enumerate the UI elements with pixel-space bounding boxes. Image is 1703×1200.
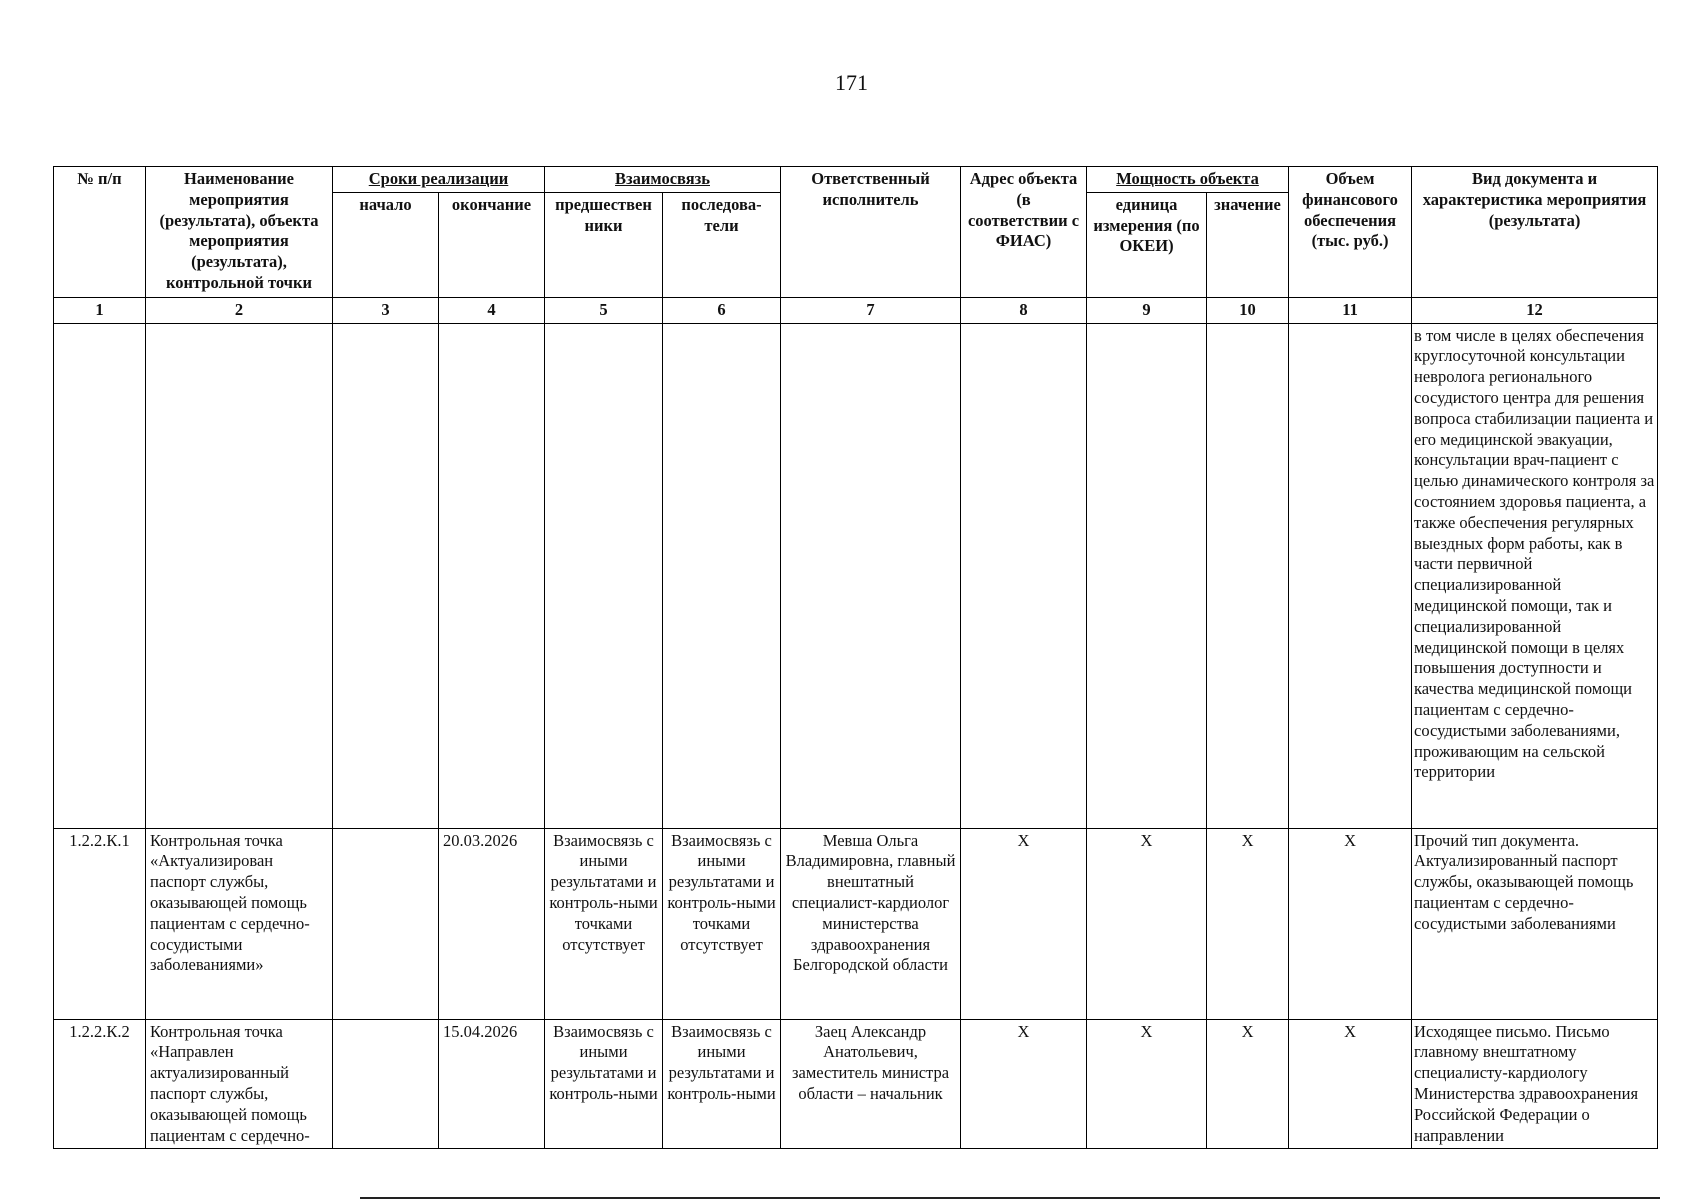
row-num: 1.2.2.К.2	[54, 1019, 146, 1149]
header-capacity-value: значение	[1207, 192, 1289, 297]
header-address: Адрес объекта (в соответствии с ФИАС)	[961, 167, 1087, 298]
row-next: Взаимосвязь с иными результатами и контроль-ными точками отсутствует	[663, 828, 781, 1019]
page-number: 171	[835, 70, 868, 95]
row-doc: Исходящее письмо. Письмо главному внештатному специалисту-кардиологу Министерства здравоохранения Российской Федерации о направлении	[1412, 1019, 1658, 1149]
header-relation: Взаимосвязь	[615, 169, 710, 188]
header-terms-end: окончание	[439, 192, 545, 297]
row-name: Контрольная точка «Направлен актуализированный паспорт службы, оказывающей помощь пациентам с сердечно-	[146, 1019, 333, 1149]
column-number: 5	[545, 297, 663, 323]
column-number: 11	[1289, 297, 1412, 323]
column-number: 6	[663, 297, 781, 323]
continuation-text: в том числе в целях обеспечения круглосуточной консультации невролога регионального сосудистого центра для решения вопроса стабилизации пациента и его медицинской эвакуации, консультации врач-пациент с целью динамического контроля за состоянием здоровья пациента, а также обеспечения регулярных выездных форм работы, как в части первичной специализированной медицинской помощи, так и специализированной медицинской помощи в целях повышения доступности и качества медицинской помощи пациентам с сердечно-сосудистыми заболеваниями, проживающим на сельской территории	[1412, 323, 1658, 828]
column-number: 1	[54, 297, 146, 323]
row-start	[333, 1019, 439, 1149]
row-unit: X	[1087, 828, 1207, 1019]
column-number: 9	[1087, 297, 1207, 323]
row-end: 15.04.2026	[439, 1019, 545, 1149]
table-row	[54, 828, 1658, 1019]
column-number: 2	[146, 297, 333, 323]
header-capacity: Мощность объекта	[1116, 169, 1259, 188]
column-number: 12	[1412, 297, 1658, 323]
row-value: X	[1207, 1019, 1289, 1149]
row-responsible: Мевша Ольга Владимировна, главный внештатный специалист-кардиолог министерства здравоохранения Белгородской области	[781, 828, 961, 1019]
row-end: 20.03.2026	[439, 828, 545, 1019]
row-responsible: Заец Александр Анатольевич, заместитель министра области – начальник	[781, 1019, 961, 1149]
row-volume: X	[1289, 828, 1412, 1019]
row-value: X	[1207, 828, 1289, 1019]
header-name: Наименование мероприятия (результата), объекта мероприятия (результата), контрольной точки	[146, 167, 333, 298]
continuation-row	[54, 323, 1658, 828]
header-terms-start: начало	[333, 192, 439, 297]
header-relation-pred: предшествен ники	[545, 192, 663, 297]
bottom-rule	[360, 1197, 1660, 1199]
row-doc: Прочий тип документа. Актуализированный паспорт службы, оказывающей помощь пациентам с сердечно-сосудистыми заболеваниями	[1412, 828, 1658, 1019]
row-pred: Взаимосвязь с иными результатами и контроль-ными	[545, 1019, 663, 1149]
row-address: X	[961, 1019, 1087, 1149]
header-row-1	[54, 167, 1658, 193]
row-num: 1.2.2.К.1	[54, 828, 146, 1019]
column-number: 7	[781, 297, 961, 323]
header-doc-type: Вид документа и характеристика мероприятия (результата)	[1412, 167, 1658, 298]
row-unit: X	[1087, 1019, 1207, 1149]
header-num: № п/п	[54, 167, 146, 298]
column-number: 3	[333, 297, 439, 323]
row-start	[333, 828, 439, 1019]
row-address: X	[961, 828, 1087, 1019]
column-numbers-row	[54, 297, 1658, 323]
header-volume: Объем финансового обеспечения (тыс. руб.)	[1289, 167, 1412, 298]
header-relation-next: последова- тели	[663, 192, 781, 297]
events-table	[53, 166, 1658, 1149]
column-number: 8	[961, 297, 1087, 323]
row-name: Контрольная точка «Актуализирован паспорт службы, оказывающей помощь пациентам с сердечно-сосудистыми заболеваниями»	[146, 828, 333, 1019]
row-pred: Взаимосвязь с иными результатами и контроль-ными точками отсутствует	[545, 828, 663, 1019]
header-capacity-unit: единица измерения (по ОКЕИ)	[1087, 192, 1207, 297]
row-volume: X	[1289, 1019, 1412, 1149]
header-terms: Сроки реализации	[368, 169, 509, 188]
row-next: Взаимосвязь с иными результатами и контроль-ными	[663, 1019, 781, 1149]
table-row	[54, 1019, 1658, 1149]
column-number: 4	[439, 297, 545, 323]
header-responsible: Ответственный исполнитель	[781, 167, 961, 298]
column-number: 10	[1207, 297, 1289, 323]
